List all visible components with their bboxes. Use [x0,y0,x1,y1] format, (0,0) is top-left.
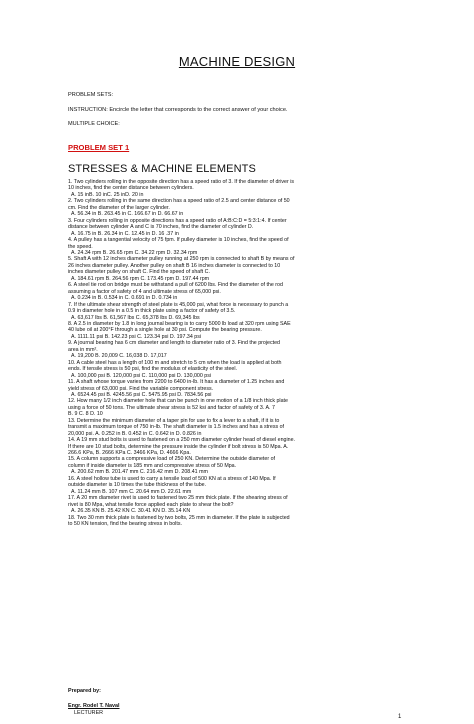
problem-text-line: area in mm². [68,346,98,353]
answer-choices[interactable]: A. 0.234 in B. 0.534 in C. 0.691 in D. 0.734 in [71,295,178,302]
problem-item [68,476,412,495]
problem-text-line: 10 inches, find the center distance between cylinders. [68,185,194,192]
problem-text-line: 2. Two cylinders rolling in the same direction has a speed ratio of 2.5 and center distance of 50 [68,198,290,205]
answer-choices[interactable]: A. 200.62 mm B. 201.47 mm C. 216.42 mm D. 208.41 mm [71,469,208,476]
problem-text-line: inches diameter pulley on shaft C. Find the speed of shaft C. [68,269,210,276]
problem-text-line: 3. Four cylinders rolling in opposite directions has a speed ratio of A:B:C:D = 5:3:1:4. If center [68,217,287,224]
problem-text-line: 20,000 psi. A. 0.252 in B. 0.452 in C. 0.642 in D. 0.826 in [68,430,202,437]
problem-text-line: 15. A column supports a compressive load of 250 KN. Determine the outside diameter of [68,456,275,463]
problem-text-line: 9. A journal bearing has 6 cm diameter and length to diameter ratio of 3. Find the projected [68,340,281,347]
problem-text-line: 12. How many 1/2 inch diameter hole that can be punch in one motion of a 1/8 inch thick plate [68,398,288,405]
answer-choices[interactable]: A. 26.35 KN B. 25.42 KN C. 30.41 KN D. 35.14 KN [71,508,191,515]
problem-item [68,282,412,301]
problem-text-line: 5. Shaft A with 12 inches diameter pulley running at 250 rpm is connected to shaft B by means of [68,256,295,263]
page-number: 1 [398,714,402,720]
problem-text-line: yield stress of 63,000 psi. Find the variable component stress. [68,385,214,392]
problem-set-title: PROBLEM SET 1 [68,143,130,152]
multiple-choice-label: MULTIPLE CHOICE: [68,121,120,127]
document-title: MACHINE DESIGN [178,54,296,69]
problem-text-line: 0.9 in diameter hole in a 0.5 in thick plate using a factor of safety of 3.5. [68,308,236,315]
problem-text-line: outside diameter is 10 times the tube thickness of the tube. [68,482,207,489]
problem-item [68,256,412,282]
problem-item [68,437,412,456]
problem-item [68,456,412,475]
answer-choices[interactable]: A. 100,000 psi B. 120,000 psi C. 110,000 psi D. 130,000 psi [71,372,212,379]
problem-text-line: 6. A steel tie rod on bridge must be withstand a pull of 6200 lbs. Find the diameter of the rod [68,282,283,289]
problem-text-line: 4. A pulley has a tangential velocity of 75 fpm. If pulley diameter is 10 inches, find the speed of [68,237,289,244]
problem-text-line: 13. Determine the minimum diameter of a taper pin for use to fix a lever to a shaft, if it is to [68,417,280,424]
answer-choices[interactable]: A. 16.75 in B. 26.34 in C. 12.45 in D. 16 .37 in [71,230,179,237]
problem-text-line: 11. A shaft whose torque varies from 2200 to 6400 in-lb. It has a diameter of 1.25 inches and [68,379,285,386]
problem-item [68,302,412,321]
problem-item [68,515,412,528]
author-name: Engr. Rodel T. Naval [68,703,120,709]
problem-text-line: transmit a maximum torque of 750 in-lb. The shaft diameter is 1.5 inches and has a stress of [68,424,285,431]
problem-sets-label: PROBLEM SETS: [68,92,114,98]
problem-text-line: B. 9 C. 8 D. 10 [68,411,103,418]
problem-item [68,379,412,398]
problem-text-line: 16. A steel hollow tube is used to carry a tensile load of 500 KN at a stress of 140 Mpa. If [68,475,276,482]
answer-choices[interactable]: A. 63,617 lbs B. 61,567 lbs C. 65,378 lbs D. 69,345 lbs [71,314,200,321]
instruction-text: INSTRUCTION: Encircle the letter that corresponds to the correct answer of your choice. [68,107,288,113]
problem-text-line: cm. Find the diameter of the larger cylinder. [68,204,170,211]
problem-text-line: column if inside diameter is 185 mm and compressive stress of 50 Mpa. [68,462,237,469]
answer-choices[interactable]: A. 15 inB. 10 inC. 25 inD. 20 in [71,191,144,198]
answer-choices[interactable]: A. 19,200 B. 20,009 C. 16,038 D. 17,017 [71,353,167,360]
problem-item [68,198,412,217]
answer-choices[interactable]: A. 56.34 in B. 263.45 in C. 166.67 in D. 66.67 in [71,211,184,218]
problem-text-line: 26 inches diameter pulley. Another pulley on shaft B 16 inches diameter is connected to 10 [68,262,281,269]
answer-choices[interactable]: A. 1111.11 psi B. 142.23 psi C. 123.34 psi D. 197.34 psi [71,333,202,340]
section-heading: STRESSES & MACHINE ELEMENTS [68,163,256,175]
answer-choices[interactable]: A. 24.34 rpm B. 26.65 rpm C. 34.22 rpm D. 32.34 rpm [71,249,198,256]
problem-text-line: using a force of 50 tons. The ultimate shear stress is 52 ksi and factor of safety of 3. A. 7 [68,404,275,411]
problem-text-line: 10. A cable steel has a length of 100 m and stretch to 5 cm when the load is applied at both [68,359,282,366]
problem-text-line: 1. Two cylinders rolling in the opposite direction has a speed ratio of 3. If the diameter of driver is [68,179,295,185]
problem-text-line: ends. If tensile stress is 50 psi, find the modulus of elasticity of the steel. [68,366,237,373]
problem-item [68,495,412,514]
problem-item [68,340,412,359]
prepared-by-label: Prepared by: [68,688,101,694]
problem-item [68,398,412,417]
problem-item [68,321,412,340]
problem-text-line: distance between cylinder A and C is 70 inches, find the diameter of cylinder D. [68,224,254,231]
problem-item [68,360,412,379]
problem-text-line: assuming a factor of safety of 4 and ultimate stress of 65,000 psi. [68,288,221,295]
problem-text-line: 8. A 2.5 in diameter by 1.8 in long journal bearing is to carry 5000 lb load at 320 rpm using SAE [68,320,291,327]
problem-text-line: to 50 KN tension, find the bearing stress in bolts. [68,521,182,528]
problem-item [68,179,412,198]
problem-list [68,179,412,527]
author-position: LECTURER [74,710,104,716]
problem-text-line: 17. A 20 mm diameter rivet is used to fastened two 25 mm thick plate. If the shearing stress of [68,495,288,502]
problem-item [68,237,412,256]
answer-choices[interactable]: A. 6524.45 psi B. 4245.56 psi C. 5475.95 psi D. 7834.56 psi [71,391,212,398]
problem-text-line: the speed. [68,243,93,250]
problem-text-line: 266.6 KPa, B. 2666 KPa C. 3466 KPa, D. 4666 Kpa. [68,450,191,457]
problem-text-line: If there are 10 stud bolts, determine the pressure inside the cylinder if bolt stress is 50 Mpa. A. [68,443,289,450]
problem-text-line: rivet is 80 Mpa, what tensile force applied each plate to shear the bolt? [68,501,234,508]
problem-item [68,418,412,437]
answer-choices[interactable]: A. 11.24 mm B. 107 mm C. 20.64 mm D. 22.61 mm [71,488,192,495]
problem-text-line: 18. Two 30 mm thick plate is fastened by two bolts, 25 mm in diameter. If the plate is subjected [68,514,290,521]
problem-text-line: 7. If the ultimate shear strength of steel plate is 45,000 psi, what force is necessary to punch a [68,301,289,308]
problem-text-line: 40 lube oil at 200°F through a single hole at 30 psi. Compute the bearing pressure. [68,327,262,334]
problem-item [68,218,412,237]
answer-choices[interactable]: A. 184.61 rpm B. 264.56 rpm C. 173.45 rpm D. 197.44 rpm [71,275,210,282]
problem-text-line: 14. A 19 mm stud bolts is used to fastened on a 250 mm diameter cylinder head of diesel engine. [68,437,296,444]
